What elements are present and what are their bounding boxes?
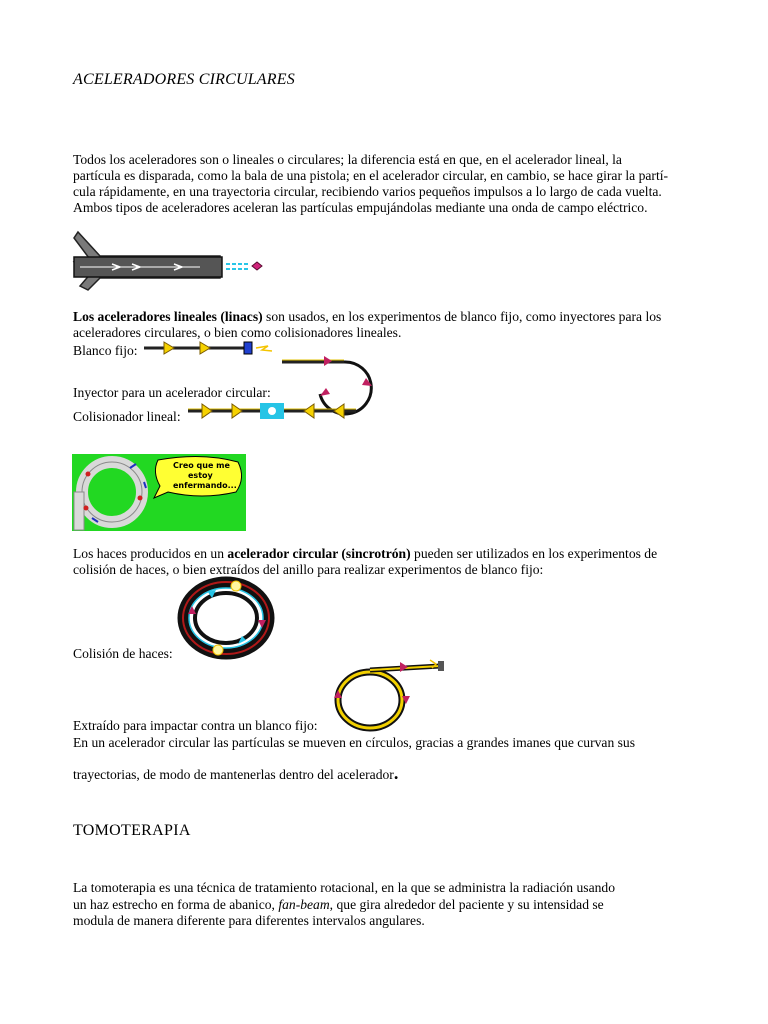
label-inyector: Inyector para un acelerador circular: (73, 385, 271, 400)
colisionador-illustration (188, 401, 358, 421)
imanes-line-2-text: trayectorias, de modo de mantenerlas dentro del acelerador (73, 767, 394, 782)
linacs-rest: son usados, en los experimentos de blanco fijo, como inyectores para los (262, 309, 662, 324)
tomo-line-2-post: , que gira alrededor del paciente y su intensidad se (329, 897, 604, 912)
linacs-bold: Los aceleradores lineales (linacs) (73, 309, 263, 324)
imanes-line-2 (73, 765, 703, 783)
tomo-line-2 (73, 897, 703, 913)
sincrotron-bold: acelerador circular (sincrotrón) (227, 546, 411, 561)
intro-line-1: Todos los aceleradores son o lineales o circulares; la diferencia está en que, en el acelerador lineal, la (73, 152, 622, 167)
bubble-text-1: Creo que me (173, 461, 230, 470)
tomo-line-3: modula de manera diferente para diferentes intervalos angulares. (73, 913, 425, 928)
label-blanco-fijo: Blanco fijo: (73, 343, 138, 358)
sincrotron-line-2: colisión de haces, o bien extraídos del anillo para realizar experimentos de blanco fijo: (73, 562, 544, 577)
label-colisionador: Colisionador lineal: (73, 409, 181, 424)
label-extraido: Extraído para impactar contra un blanco fijo: (73, 718, 318, 733)
tomo-fan-beam: fan-beam (278, 897, 330, 912)
bubble-text-2: estoy (188, 471, 213, 480)
anillo-cartoon-illustration (72, 454, 246, 531)
tomo-line-2-pre: un haz estrecho en forma de abanico, (73, 897, 279, 912)
sincrotron-post: pueden ser utilizados en los experimentos de (410, 546, 658, 561)
intro-line-4: Ambos tipos de aceleradores aceleran las partículas empujándolas mediante una onda de campo eléctrico. (73, 200, 648, 215)
extraccion-illustration (332, 658, 448, 734)
label-colision: Colisión de haces: (73, 646, 173, 661)
sincrotron-line-1 (73, 546, 703, 562)
sincrotron-pre: Los haces producidos en un (73, 546, 228, 561)
section-title-tomoterapia: TOMOTERAPIA (73, 822, 191, 839)
imanes-period: . (393, 763, 399, 783)
page-title: ACELERADORES CIRCULARES (73, 71, 295, 88)
intro-line-2: partícula es disparada, como la bala de una pistola; en el acelerador circular, en cambio, se hace girar la partí- (73, 168, 669, 183)
inyector-illustration (282, 352, 386, 402)
imanes-line-1: En un acelerador circular las partículas se mueven en círculos, gracias a grandes imanes que curvan sus (73, 735, 636, 750)
tomo-line-1: La tomoterapia es una técnica de tratamiento rotacional, en la que se administra la radiación usando (73, 880, 616, 895)
linacs-line-1 (73, 309, 703, 325)
intro-line-3: cula rápidamente, en una trayectoria circular, recibiendo varios pequeños impulsos a lo largo de cada vuelta. (73, 184, 662, 199)
linac-gun-illustration (70, 228, 270, 294)
colision-haces-illustration (178, 578, 274, 660)
blanco-fijo-illustration (144, 340, 274, 358)
linacs-line-2: aceleradores circulares, o bien como colisionadores lineales. (73, 325, 402, 340)
bubble-text-3: enfermando... (173, 481, 237, 490)
